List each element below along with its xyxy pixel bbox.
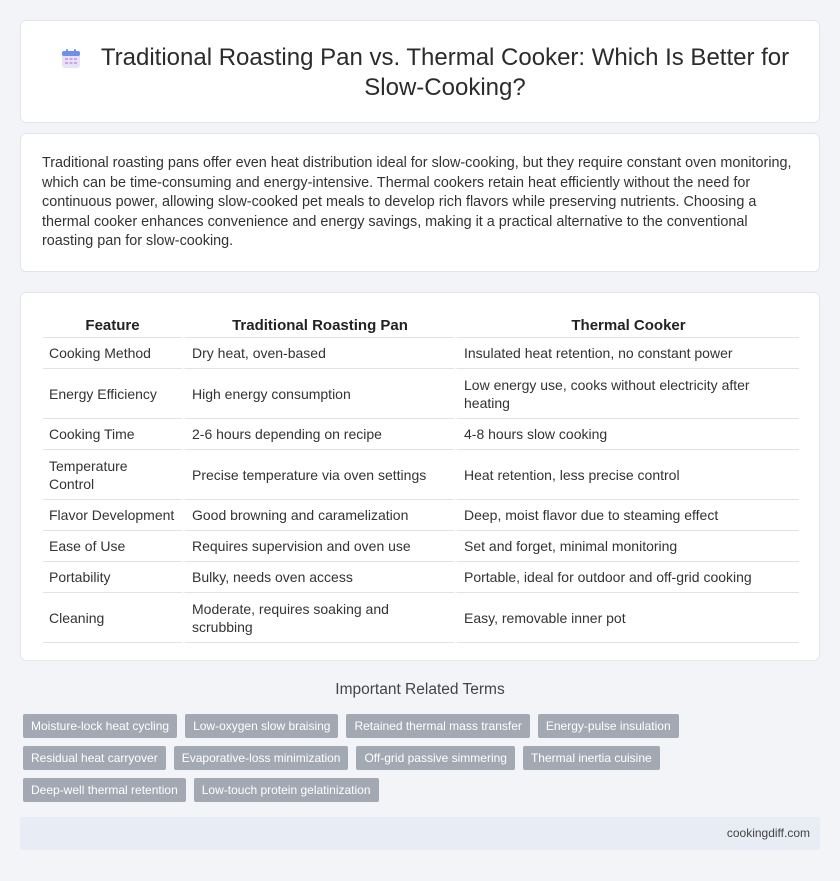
table-header-row <box>43 315 799 338</box>
thermal-cooker-cell: Portable, ideal for outdoor and off-grid cooking <box>454 562 799 593</box>
header-thermal-cooker: Thermal Cooker <box>454 315 799 338</box>
feature-cell: Temperature Control <box>43 450 182 500</box>
header-roasting-pan: Traditional Roasting Pan <box>182 315 454 338</box>
thermal-cooker-cell: 4-8 hours slow cooking <box>454 419 799 450</box>
roasting-pan-cell: Requires supervision and oven use <box>182 531 454 562</box>
thermal-cooker-cell: Low energy use, cooks without electricity after heating <box>454 369 799 419</box>
table-row <box>43 500 799 531</box>
related-term-tag[interactable]: Residual heat carryover <box>23 746 166 770</box>
thermal-cooker-cell: Heat retention, less precise control <box>454 450 799 500</box>
feature-cell: Cooking Time <box>43 419 182 450</box>
related-term-tag[interactable]: Evaporative-loss minimization <box>174 746 349 770</box>
page-title: Traditional Roasting Pan vs. Thermal Cooker: Which Is Better for Slow-Cooking? <box>100 44 790 101</box>
roasting-pan-cell: Good browning and caramelization <box>182 500 454 531</box>
table-row <box>43 419 799 450</box>
table-row <box>43 338 799 369</box>
related-term-tag[interactable]: Moisture-lock heat cycling <box>23 714 177 738</box>
roasting-pan-cell: Dry heat, oven-based <box>182 338 454 369</box>
table-row <box>43 450 799 500</box>
table-row <box>43 593 799 643</box>
comparison-card <box>20 292 820 661</box>
table-row <box>43 562 799 593</box>
related-terms-heading: Important Related Terms <box>335 681 505 698</box>
thermal-cooker-cell: Deep, moist flavor due to steaming effect <box>454 500 799 531</box>
roasting-pan-cell: 2-6 hours depending on recipe <box>182 419 454 450</box>
related-term-tag[interactable]: Deep-well thermal retention <box>23 778 186 802</box>
feature-cell: Portability <box>43 562 182 593</box>
thermal-cooker-cell: Insulated heat retention, no constant power <box>454 338 799 369</box>
feature-cell: Cooking Method <box>43 338 182 369</box>
thermal-cooker-cell: Set and forget, minimal monitoring <box>454 531 799 562</box>
table-row <box>43 369 799 419</box>
header-feature: Feature <box>43 315 182 338</box>
summary-card <box>20 133 820 272</box>
roasting-pan-cell: High energy consumption <box>182 369 454 419</box>
related-terms-list <box>23 714 813 802</box>
footer <box>20 817 820 850</box>
roasting-pan-cell: Bulky, needs oven access <box>182 562 454 593</box>
related-term-tag[interactable]: Energy-pulse insulation <box>538 714 679 738</box>
summary-text: Traditional roasting pans offer even heat distribution ideal for slow-cooking, but they require constant oven monitoring, which can be time-consuming and energy-intensive. Thermal cookers retain heat efficiently without the need for continuous power, allowing slow-cooked pet meals to develop rich flavors while preserving nutrients. Choosing a thermal cooker enhances convenience and energy savings, making it a practical alternative to the conventional roasting pan for slow-cooking. <box>42 155 792 249</box>
roasting-pan-cell: Moderate, requires soaking and scrubbing <box>182 593 454 643</box>
feature-cell: Ease of Use <box>43 531 182 562</box>
feature-cell: Cleaning <box>43 593 182 643</box>
feature-cell: Energy Efficiency <box>43 369 182 419</box>
related-term-tag[interactable]: Retained thermal mass transfer <box>346 714 529 738</box>
table-row <box>43 531 799 562</box>
footer-site-link[interactable]: cookingdiff.com <box>726 826 810 840</box>
feature-cell: Flavor Development <box>43 500 182 531</box>
related-term-tag[interactable]: Low-touch protein gelatinization <box>194 778 379 802</box>
related-term-tag[interactable]: Off-grid passive simmering <box>356 746 515 770</box>
roasting-pan-cell: Precise temperature via oven settings <box>182 450 454 500</box>
related-term-tag[interactable]: Low-oxygen slow braising <box>185 714 338 738</box>
thermal-cooker-cell: Easy, removable inner pot <box>454 593 799 643</box>
title-card <box>20 20 820 123</box>
related-term-tag[interactable]: Thermal inertia cuisine <box>523 746 660 770</box>
comparison-table <box>43 315 799 643</box>
